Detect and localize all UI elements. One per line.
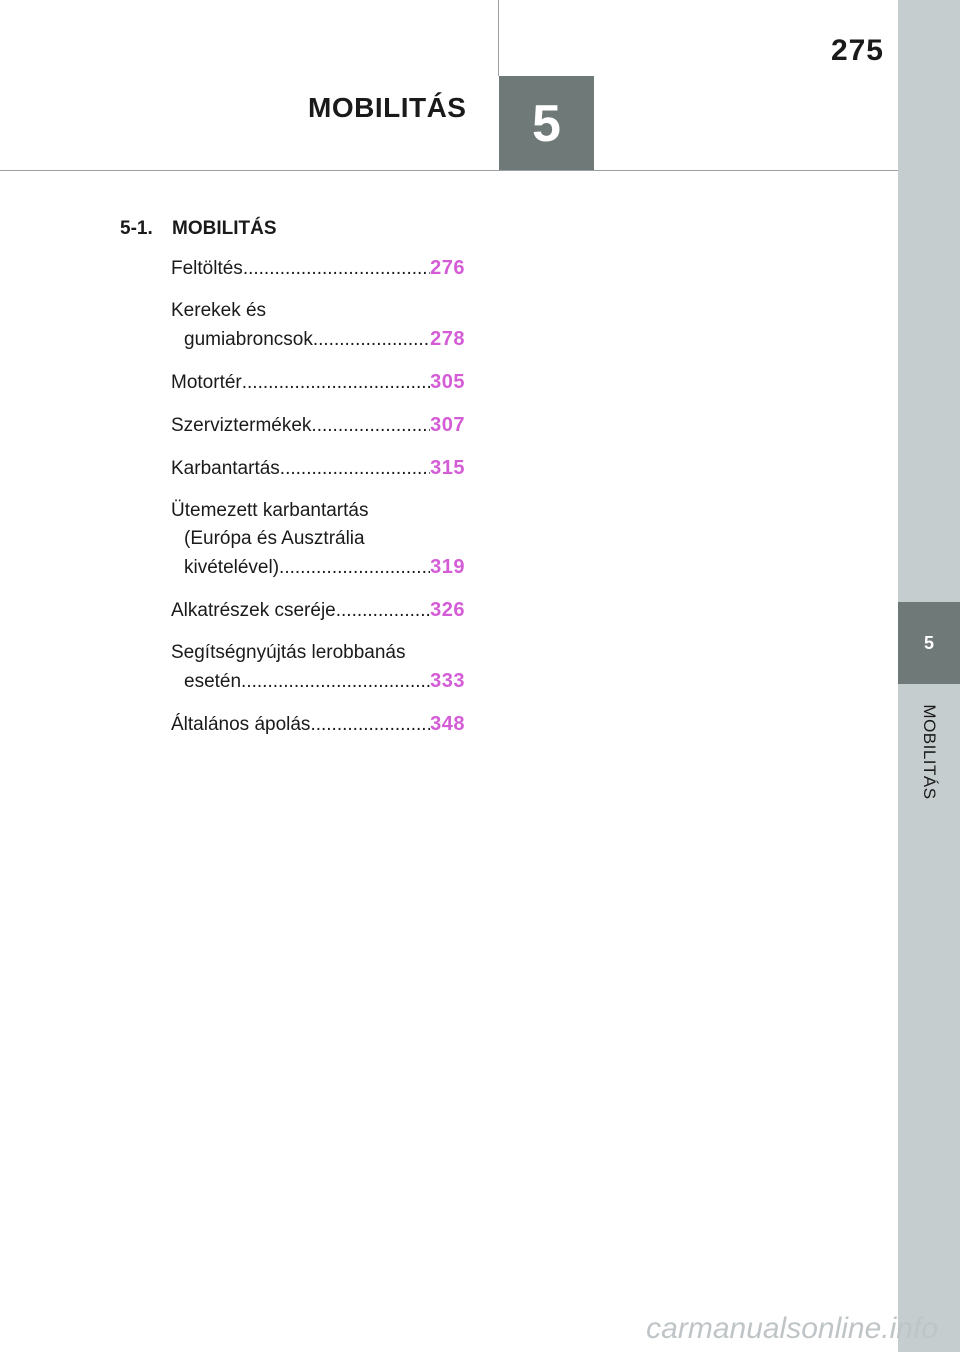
toc-entry[interactable] (171, 411, 465, 440)
toc-leader-dots (279, 554, 430, 582)
toc-entry-line (171, 710, 465, 739)
toc-entry-line (171, 297, 465, 325)
toc-entry[interactable] (171, 497, 465, 582)
toc-entry-line (171, 667, 465, 696)
toc-entry[interactable] (171, 254, 465, 283)
header-divider-vertical (498, 0, 499, 76)
page-number: 275 (830, 34, 884, 67)
table-of-contents (120, 218, 465, 739)
toc-leader-dots (313, 326, 430, 354)
toc-entry-line (171, 325, 465, 354)
toc-entry-text: Kerekek és (171, 300, 267, 321)
toc-entry-text: Segítségnyújtás lerobbanás (171, 642, 406, 663)
toc-page-link[interactable]: 333 (430, 670, 465, 692)
toc-entry[interactable] (171, 454, 465, 483)
toc-entry-line (171, 497, 465, 525)
toc-entry-line (171, 525, 465, 553)
toc-page-link[interactable]: 348 (430, 713, 465, 735)
section-number: 5-1. (120, 218, 153, 239)
toc-page-link[interactable]: 305 (430, 371, 465, 393)
toc-leader-dots (311, 412, 430, 440)
chapter-title: MOBILITÁS (308, 92, 467, 123)
toc-entry-text: kivételével) (184, 557, 280, 578)
toc-entry-line (171, 254, 465, 283)
toc-entry-text: Ütemezett karbantartás (171, 500, 369, 521)
toc-page-link[interactable]: 278 (430, 328, 465, 350)
toc-page-link[interactable]: 319 (430, 556, 465, 578)
toc-entry-text: gumiabroncsok (184, 329, 313, 350)
toc-entry-text: Általános ápolás (171, 714, 311, 735)
toc-entry-text: Karbantartás (171, 458, 280, 479)
toc-leader-dots (242, 369, 430, 397)
toc-page-link[interactable]: 276 (430, 257, 465, 279)
toc-entry[interactable] (171, 596, 465, 625)
toc-entry-line (171, 411, 465, 440)
toc-entry-text: Szerviztermékek (171, 415, 312, 436)
toc-entry-line (171, 553, 465, 582)
toc-section-heading (120, 218, 465, 240)
toc-entry[interactable] (171, 639, 465, 696)
toc-entry[interactable] (171, 368, 465, 397)
toc-entry-text: Alkatrészek cseréje (171, 600, 336, 621)
toc-leader-dots (310, 711, 430, 739)
toc-entry-line (171, 454, 465, 483)
watermark: carmanualsonline.info (646, 1312, 938, 1345)
toc-leader-dots (241, 668, 430, 696)
toc-entry-text: esetén (184, 671, 242, 692)
header-divider-horizontal (0, 170, 898, 171)
toc-leader-dots (336, 597, 430, 625)
toc-entry-text: (Európa és Ausztrália (184, 528, 365, 549)
section-title: MOBILITÁS (172, 218, 277, 239)
toc-entry[interactable] (171, 710, 465, 739)
toc-page-link[interactable]: 307 (430, 414, 465, 436)
toc-leader-dots (280, 455, 430, 483)
side-tab-chapter[interactable]: 5 (898, 602, 960, 684)
side-tab-label: MOBILITÁS (920, 704, 939, 800)
chapter-number-box: 5 (499, 76, 594, 171)
toc-entry-text: Motortér (171, 372, 242, 393)
toc-entry-line (171, 596, 465, 625)
toc-entry-line (171, 639, 465, 667)
toc-entry-text: Feltöltés (171, 258, 243, 279)
toc-page-link[interactable]: 326 (430, 599, 465, 621)
toc-leader-dots (243, 255, 430, 283)
toc-entry-line (171, 368, 465, 397)
toc-entries (120, 254, 465, 739)
toc-entry[interactable] (171, 297, 465, 354)
toc-page-link[interactable]: 315 (430, 457, 465, 479)
